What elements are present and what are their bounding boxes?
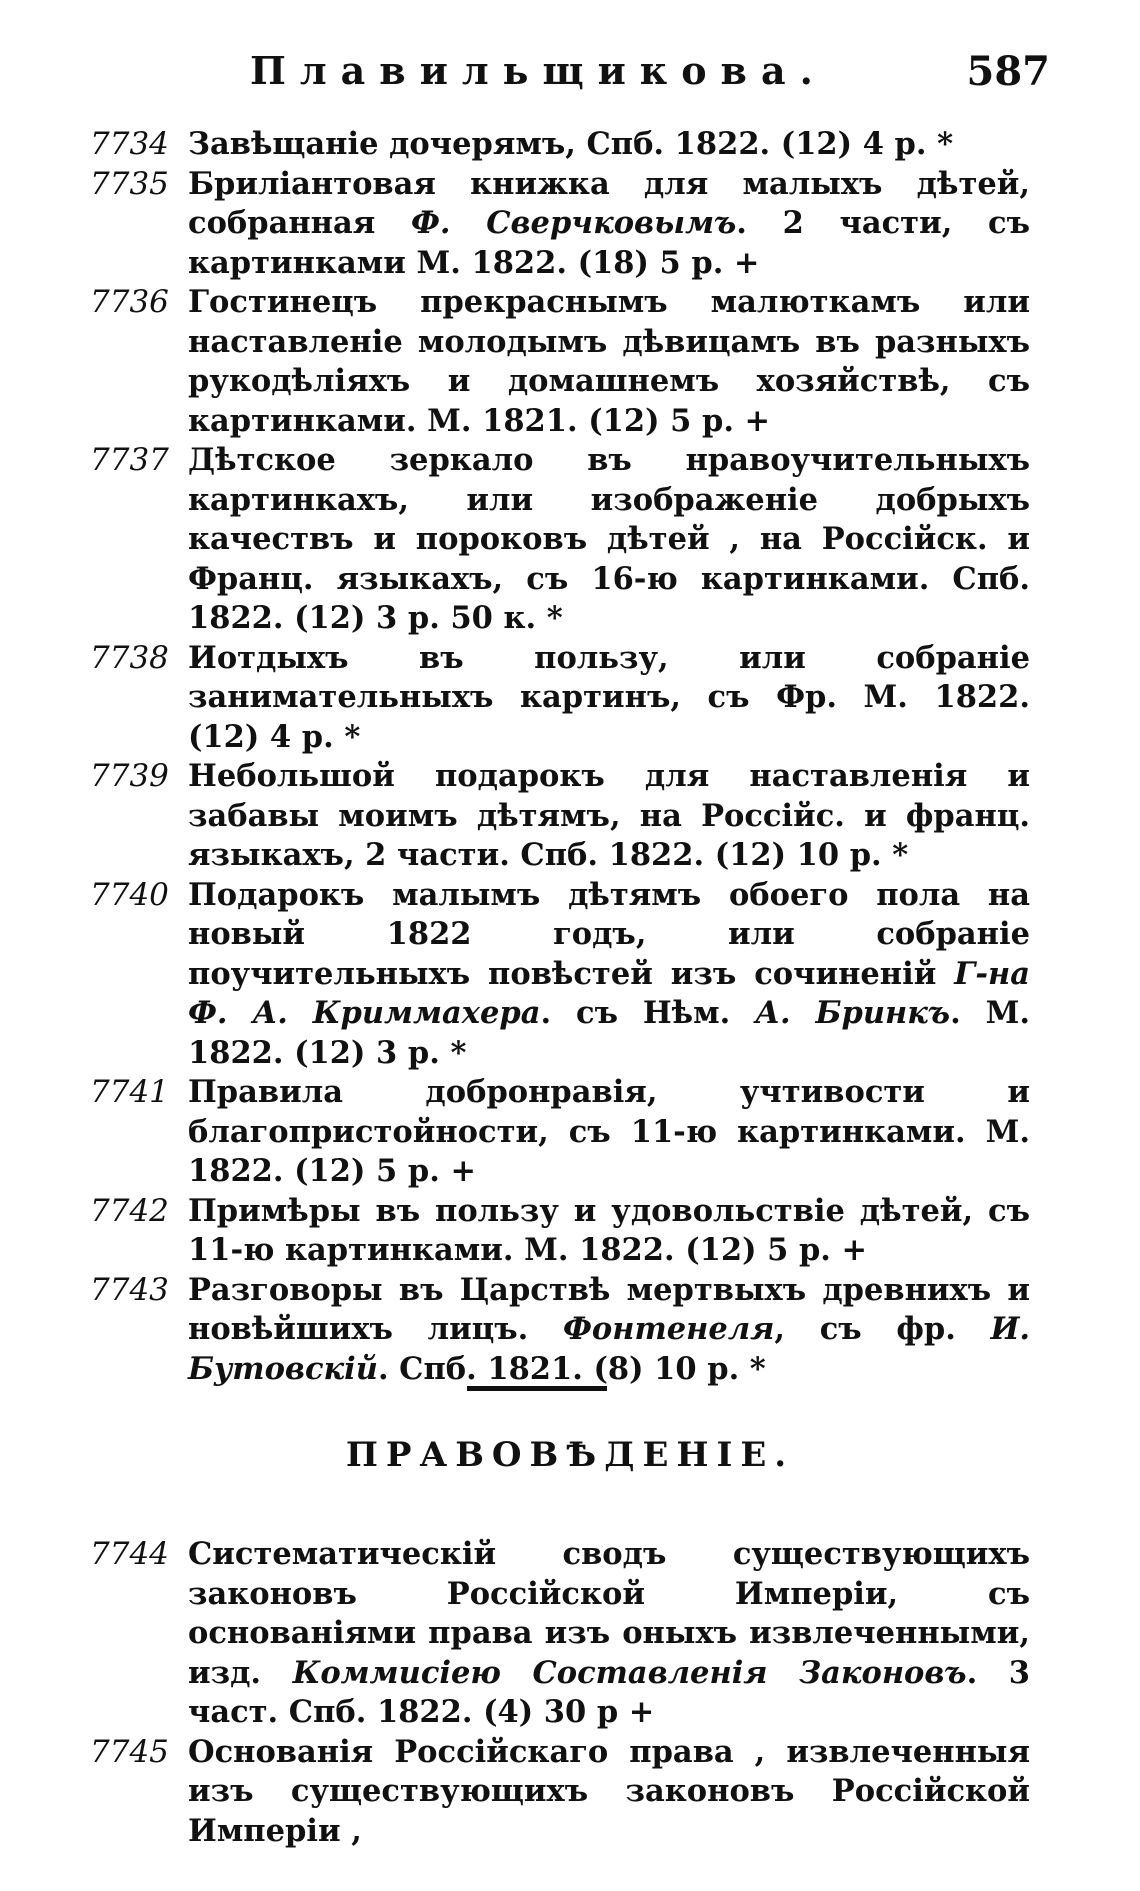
catalog-entry bbox=[90, 283, 1030, 441]
entry-italic-name: Ф. Сверчковымъ bbox=[410, 205, 737, 241]
entry-text: Дѣтское зеркало въ нравоучительныхъ картинкахъ, или изображеніе добрыхъ качествъ и пороковъ дѣтей , на Россійск. и Франц. языкахъ, съ 16-ю картинками. Спб. 1822. (12) 3 р. 50 к. * bbox=[188, 442, 1030, 636]
entry-number: 7742 bbox=[90, 1192, 169, 1229]
entry-text: Подарокъ малымъ дѣтямъ обоего пола на новый 1822 годъ, или собраніе поучительныхъ повѣстей изъ сочиненій bbox=[188, 876, 1030, 992]
entry-text: . 2 части, съ картинками М. 1822. (18) 5 р. + bbox=[188, 205, 1030, 281]
catalog-entry bbox=[90, 876, 1030, 1074]
entry-text: Разговоры въ Царствѣ мертвыхъ древнихъ и новѣйшихъ лицъ. bbox=[188, 1271, 1030, 1347]
entry-text: Бриліантовая книжка для малыхъ дѣтей, собранная bbox=[188, 165, 1030, 241]
entry-text: . 3 част. Спб. 1822. (4) 30 р + bbox=[188, 1654, 1030, 1730]
entry-text: . Спб. 1821. (8) 10 р. * bbox=[377, 1350, 766, 1387]
entry-number: 7743 bbox=[90, 1271, 169, 1308]
entry-text: Систематическій сводъ существующихъ законовъ Россійской Имперіи, съ основаніями права изъ оныхъ извлеченными, изд. bbox=[188, 1536, 1030, 1691]
page-header bbox=[250, 48, 1050, 108]
catalog-entries-list bbox=[90, 125, 1030, 1389]
entry-text: , съ фр. bbox=[774, 1311, 991, 1347]
catalog-entry bbox=[90, 1733, 1030, 1852]
catalog-entries-list-law bbox=[90, 1535, 1030, 1851]
entry-number: 7745 bbox=[90, 1733, 169, 1770]
catalog-entry bbox=[90, 1073, 1030, 1192]
catalog-entry bbox=[90, 165, 1030, 284]
running-head: Плавильщикова. bbox=[250, 48, 827, 93]
page-number: 587 bbox=[966, 48, 1050, 95]
entry-text: Иотдыхъ въ пользу, или собраніе занимательныхъ картинъ, съ Фр. М. 1822. (12) 4 р. * bbox=[188, 639, 1030, 755]
entry-text: Основанія Россійскаго права , извлеченныя изъ существующихъ законовъ Россійской Имперіи , bbox=[188, 1733, 1030, 1849]
entry-italic-name: Коммисіею Составленія Законовъ bbox=[292, 1654, 967, 1691]
entry-number: 7736 bbox=[90, 284, 169, 320]
entry-number: 7735 bbox=[90, 165, 169, 202]
entry-text: Правила добронравія, учтивости и благопристойности, съ 11-ю картинками. М. 1822. (12) 5 р. + bbox=[188, 1074, 1030, 1189]
catalog-entry bbox=[90, 1192, 1030, 1271]
entry-text: Гостинецъ прекраснымъ малюткамъ или наставленіе молодымъ дѣвицамъ въ разныхъ рукодѣліяхъ и домашнемъ хозяйствѣ, съ картинками. М. 1821. (12) 5 р. + bbox=[188, 284, 1030, 439]
section-divider-rule bbox=[467, 1386, 607, 1391]
entry-text: . М. 1822. (12) 3 р. * bbox=[188, 995, 1030, 1071]
entry-number: 7740 bbox=[90, 876, 169, 913]
catalog-entry bbox=[90, 639, 1030, 758]
entry-text: Примѣры въ пользу и удовольствіе дѣтей, съ 11-ю картинками. М. 1822. (12) 5 р. + bbox=[188, 1192, 1030, 1268]
entry-number: 7737 bbox=[90, 442, 169, 478]
entry-italic-name: А. Бринкъ bbox=[755, 995, 951, 1031]
section-title: ПРАВОВѢДЕНІЕ. bbox=[345, 1435, 795, 1475]
entry-number: 7734 bbox=[90, 126, 169, 162]
entry-number: 7741 bbox=[90, 1074, 169, 1110]
catalog-entry bbox=[90, 441, 1030, 639]
entry-italic-name: И. Бутовскій bbox=[188, 1311, 1030, 1387]
catalog-entry bbox=[90, 757, 1030, 876]
entry-number: 7744 bbox=[90, 1536, 169, 1572]
entry-number: 7738 bbox=[90, 639, 169, 676]
entry-italic-name: Фонтенеля bbox=[562, 1311, 775, 1347]
entry-number: 7739 bbox=[90, 758, 169, 794]
entry-italic-name: Г-на Ф. А. Криммахера bbox=[188, 955, 1030, 1031]
catalog-entry bbox=[90, 1271, 1030, 1390]
catalog-entry bbox=[90, 125, 1030, 165]
catalog-entry bbox=[90, 1535, 1030, 1733]
entry-text: . съ Нѣм. bbox=[540, 995, 756, 1031]
entry-text: Небольшой подарокъ для наставленія и забавы моимъ дѣтямъ, на Россійс. и франц. языкахъ, 2 части. Спб. 1822. (12) 10 р. * bbox=[188, 758, 1030, 873]
entry-text: Завѣщаніе дочерямъ, Спб. 1822. (12) 4 р. * bbox=[188, 126, 954, 162]
